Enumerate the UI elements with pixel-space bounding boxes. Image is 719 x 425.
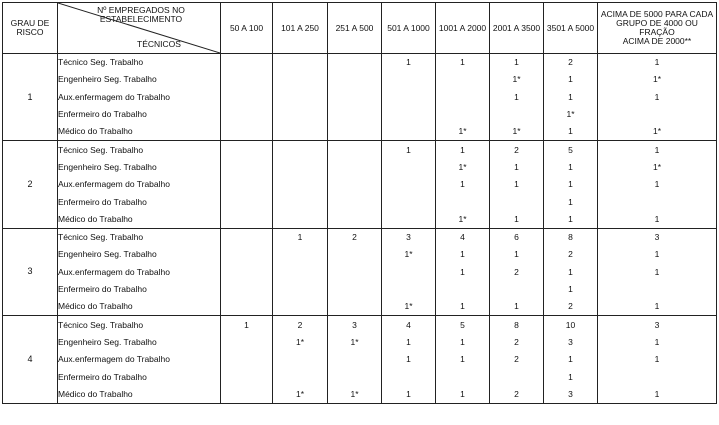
- value-cell: 1: [598, 246, 717, 263]
- value-cell: 1: [544, 211, 598, 229]
- value-cell: 1: [490, 246, 544, 263]
- value-cell: 1: [436, 386, 490, 404]
- role-cell: Engenheiro Seg. Trabalho: [58, 159, 221, 176]
- value-cell: [328, 141, 382, 159]
- value-cell: 3: [598, 228, 717, 246]
- value-cell: [598, 368, 717, 385]
- value-cell: 3: [382, 228, 436, 246]
- value-cell: 1: [490, 176, 544, 193]
- value-cell: 1*: [273, 334, 328, 351]
- value-cell: 1: [544, 281, 598, 298]
- value-cell: 1: [598, 334, 717, 351]
- value-cell: [328, 246, 382, 263]
- role-cell: Engenheiro Seg. Trabalho: [58, 71, 221, 88]
- value-cell: [221, 89, 273, 106]
- table-row: [3, 264, 717, 281]
- value-cell: 2: [490, 386, 544, 404]
- value-cell: [382, 176, 436, 193]
- value-cell: [598, 281, 717, 298]
- value-cell: 1: [490, 159, 544, 176]
- role-cell: Enfermeiro do Trabalho: [58, 368, 221, 385]
- value-cell: 1: [382, 351, 436, 368]
- value-cell: 1: [436, 351, 490, 368]
- value-cell: [221, 123, 273, 141]
- table-row: [3, 54, 717, 72]
- value-cell: [273, 89, 328, 106]
- value-cell: [273, 159, 328, 176]
- value-cell: [328, 211, 382, 229]
- value-cell: [382, 211, 436, 229]
- value-cell: 1: [544, 176, 598, 193]
- table-row: [3, 71, 717, 88]
- value-cell: [490, 193, 544, 210]
- value-cell: 1*: [436, 211, 490, 229]
- value-cell: [273, 71, 328, 88]
- value-cell: 1: [436, 246, 490, 263]
- value-cell: [598, 193, 717, 210]
- col-header: 2001 A 3500: [490, 3, 544, 54]
- role-cell: Técnico Seg. Trabalho: [58, 54, 221, 72]
- value-cell: 1*: [328, 386, 382, 404]
- value-cell: 1: [490, 89, 544, 106]
- value-cell: 1: [436, 264, 490, 281]
- value-cell: 1: [436, 54, 490, 72]
- value-cell: 1: [544, 193, 598, 210]
- value-cell: [328, 176, 382, 193]
- value-cell: 1: [436, 176, 490, 193]
- role-cell: Técnico Seg. Trabalho: [58, 228, 221, 246]
- role-cell: Médico do Trabalho: [58, 211, 221, 229]
- role-cell: Aux.enfermagem do Trabalho: [58, 89, 221, 106]
- value-cell: [221, 228, 273, 246]
- role-cell: Técnico Seg. Trabalho: [58, 141, 221, 159]
- role-cell: Enfermeiro do Trabalho: [58, 281, 221, 298]
- value-cell: 1*: [273, 386, 328, 404]
- value-cell: 3: [598, 316, 717, 334]
- value-cell: 1*: [490, 71, 544, 88]
- table-row: [3, 368, 717, 385]
- value-cell: 2: [273, 316, 328, 334]
- table-row: [3, 351, 717, 368]
- value-cell: [328, 281, 382, 298]
- value-cell: 1*: [598, 123, 717, 141]
- header-row: [3, 3, 717, 54]
- value-cell: [490, 368, 544, 385]
- value-cell: [328, 89, 382, 106]
- value-cell: 1: [544, 368, 598, 385]
- value-cell: 1: [221, 316, 273, 334]
- value-cell: 1: [544, 71, 598, 88]
- value-cell: 1: [490, 298, 544, 316]
- table-row: [3, 228, 717, 246]
- table-row: [3, 281, 717, 298]
- value-cell: [328, 54, 382, 72]
- value-cell: 1: [598, 264, 717, 281]
- value-cell: [328, 264, 382, 281]
- risk-header: GRAU DE RISCO: [3, 3, 58, 54]
- table-body: [3, 54, 717, 404]
- value-cell: 1: [544, 123, 598, 141]
- value-cell: [328, 123, 382, 141]
- value-cell: 1: [598, 54, 717, 72]
- value-cell: [221, 54, 273, 72]
- value-cell: 1*: [382, 298, 436, 316]
- value-cell: 4: [382, 316, 436, 334]
- value-cell: [490, 106, 544, 123]
- value-cell: 1: [436, 298, 490, 316]
- table-row: [3, 334, 717, 351]
- value-cell: [221, 246, 273, 263]
- col-header: 50 A 100: [221, 3, 273, 54]
- value-cell: 1*: [328, 334, 382, 351]
- value-cell: [221, 298, 273, 316]
- value-cell: 1: [382, 54, 436, 72]
- role-cell: Técnico Seg. Trabalho: [58, 316, 221, 334]
- value-cell: 1: [544, 351, 598, 368]
- value-cell: 1: [598, 141, 717, 159]
- value-cell: 1: [273, 228, 328, 246]
- value-cell: [382, 368, 436, 385]
- role-cell: Enfermeiro do Trabalho: [58, 193, 221, 210]
- value-cell: [221, 281, 273, 298]
- value-cell: 2: [544, 54, 598, 72]
- last-col-header: ACIMA DE 5000 PARA CADA GRUPO DE 4000 OU FRAÇÃO ACIMA DE 2000**: [598, 3, 717, 54]
- value-cell: 1: [598, 298, 717, 316]
- risk-grade-cell: 3: [3, 228, 58, 315]
- value-cell: 1: [598, 211, 717, 229]
- value-cell: [382, 264, 436, 281]
- value-cell: 2: [490, 351, 544, 368]
- table-row: [3, 298, 717, 316]
- value-cell: [436, 281, 490, 298]
- value-cell: 1: [490, 211, 544, 229]
- value-cell: [436, 106, 490, 123]
- risk-grade-cell: 2: [3, 141, 58, 228]
- value-cell: [382, 159, 436, 176]
- value-cell: [221, 368, 273, 385]
- table-row: [3, 89, 717, 106]
- value-cell: 1*: [598, 159, 717, 176]
- value-cell: [221, 211, 273, 229]
- value-cell: [221, 159, 273, 176]
- table-row: [3, 316, 717, 334]
- value-cell: [382, 71, 436, 88]
- value-cell: 2: [544, 298, 598, 316]
- value-cell: [221, 71, 273, 88]
- role-cell: Médico do Trabalho: [58, 298, 221, 316]
- value-cell: [436, 193, 490, 210]
- col-header: 3501 A 5000: [544, 3, 598, 54]
- value-cell: [221, 106, 273, 123]
- value-cell: 5: [436, 316, 490, 334]
- value-cell: 3: [328, 316, 382, 334]
- value-cell: [328, 71, 382, 88]
- value-cell: 1: [598, 351, 717, 368]
- value-cell: [382, 193, 436, 210]
- value-cell: 1: [598, 89, 717, 106]
- value-cell: [273, 176, 328, 193]
- value-cell: [436, 89, 490, 106]
- risk-grade-cell: 1: [3, 54, 58, 141]
- value-cell: [598, 106, 717, 123]
- col-header: 501 A 1000: [382, 3, 436, 54]
- value-cell: 1: [544, 89, 598, 106]
- value-cell: [273, 298, 328, 316]
- value-cell: 1: [382, 334, 436, 351]
- value-cell: 1*: [436, 123, 490, 141]
- role-cell: Aux.enfermagem do Trabalho: [58, 176, 221, 193]
- value-cell: [436, 368, 490, 385]
- value-cell: [328, 368, 382, 385]
- value-cell: 2: [490, 264, 544, 281]
- table-row: [3, 211, 717, 229]
- value-cell: [273, 368, 328, 385]
- col-header: 1001 A 2000: [436, 3, 490, 54]
- value-cell: [382, 106, 436, 123]
- technicians-header: TÉCNICOS: [137, 39, 181, 50]
- value-cell: 1: [490, 54, 544, 72]
- role-cell: Médico do Trabalho: [58, 123, 221, 141]
- staffing-table: [2, 2, 717, 404]
- value-cell: [490, 281, 544, 298]
- value-cell: [273, 54, 328, 72]
- table-row: [3, 106, 717, 123]
- value-cell: 1: [544, 264, 598, 281]
- value-cell: 1: [436, 141, 490, 159]
- value-cell: 1: [598, 176, 717, 193]
- value-cell: 2: [490, 141, 544, 159]
- value-cell: 1: [382, 386, 436, 404]
- value-cell: [382, 123, 436, 141]
- role-cell: Médico do Trabalho: [58, 386, 221, 404]
- col-header: 251 A 500: [328, 3, 382, 54]
- employees-header: Nº EMPREGADOS NO ESTABELECIMENTO: [97, 5, 185, 24]
- value-cell: [273, 193, 328, 210]
- value-cell: [221, 334, 273, 351]
- role-cell: Engenheiro Seg. Trabalho: [58, 246, 221, 263]
- value-cell: 1*: [382, 246, 436, 263]
- value-cell: [436, 71, 490, 88]
- value-cell: 3: [544, 334, 598, 351]
- value-cell: [273, 264, 328, 281]
- value-cell: 2: [544, 246, 598, 263]
- value-cell: [328, 106, 382, 123]
- value-cell: [221, 386, 273, 404]
- role-cell: Aux.enfermagem do Trabalho: [58, 264, 221, 281]
- value-cell: [328, 351, 382, 368]
- value-cell: 1*: [436, 159, 490, 176]
- table-row: [3, 246, 717, 263]
- value-cell: [382, 281, 436, 298]
- table-row: [3, 176, 717, 193]
- value-cell: 1: [598, 386, 717, 404]
- value-cell: 6: [490, 228, 544, 246]
- value-cell: 1: [544, 159, 598, 176]
- value-cell: [273, 123, 328, 141]
- value-cell: [328, 298, 382, 316]
- value-cell: 3: [544, 386, 598, 404]
- table-row: [3, 123, 717, 141]
- value-cell: 1*: [598, 71, 717, 88]
- role-cell: Aux.enfermagem do Trabalho: [58, 351, 221, 368]
- value-cell: [328, 159, 382, 176]
- value-cell: [382, 89, 436, 106]
- role-cell: Enfermeiro do Trabalho: [58, 106, 221, 123]
- value-cell: [273, 211, 328, 229]
- value-cell: [273, 281, 328, 298]
- value-cell: [273, 106, 328, 123]
- table-row: [3, 386, 717, 404]
- value-cell: 5: [544, 141, 598, 159]
- value-cell: 2: [328, 228, 382, 246]
- value-cell: 1*: [544, 106, 598, 123]
- value-cell: [221, 141, 273, 159]
- staffing-table-page: [2, 2, 716, 422]
- value-cell: [273, 351, 328, 368]
- value-cell: [221, 176, 273, 193]
- value-cell: 1: [382, 141, 436, 159]
- value-cell: [273, 246, 328, 263]
- value-cell: 4: [436, 228, 490, 246]
- col-header: 101 A 250: [273, 3, 328, 54]
- table-row: [3, 159, 717, 176]
- value-cell: [273, 141, 328, 159]
- value-cell: [221, 351, 273, 368]
- value-cell: [221, 264, 273, 281]
- value-cell: 1: [436, 334, 490, 351]
- value-cell: 8: [544, 228, 598, 246]
- value-cell: 10: [544, 316, 598, 334]
- value-cell: 2: [490, 334, 544, 351]
- table-row: [3, 193, 717, 210]
- value-cell: [221, 193, 273, 210]
- diagonal-header-cell: [58, 3, 221, 54]
- table-row: [3, 141, 717, 159]
- role-cell: Engenheiro Seg. Trabalho: [58, 334, 221, 351]
- value-cell: 8: [490, 316, 544, 334]
- value-cell: 1*: [490, 123, 544, 141]
- risk-grade-cell: 4: [3, 316, 58, 403]
- value-cell: [328, 193, 382, 210]
